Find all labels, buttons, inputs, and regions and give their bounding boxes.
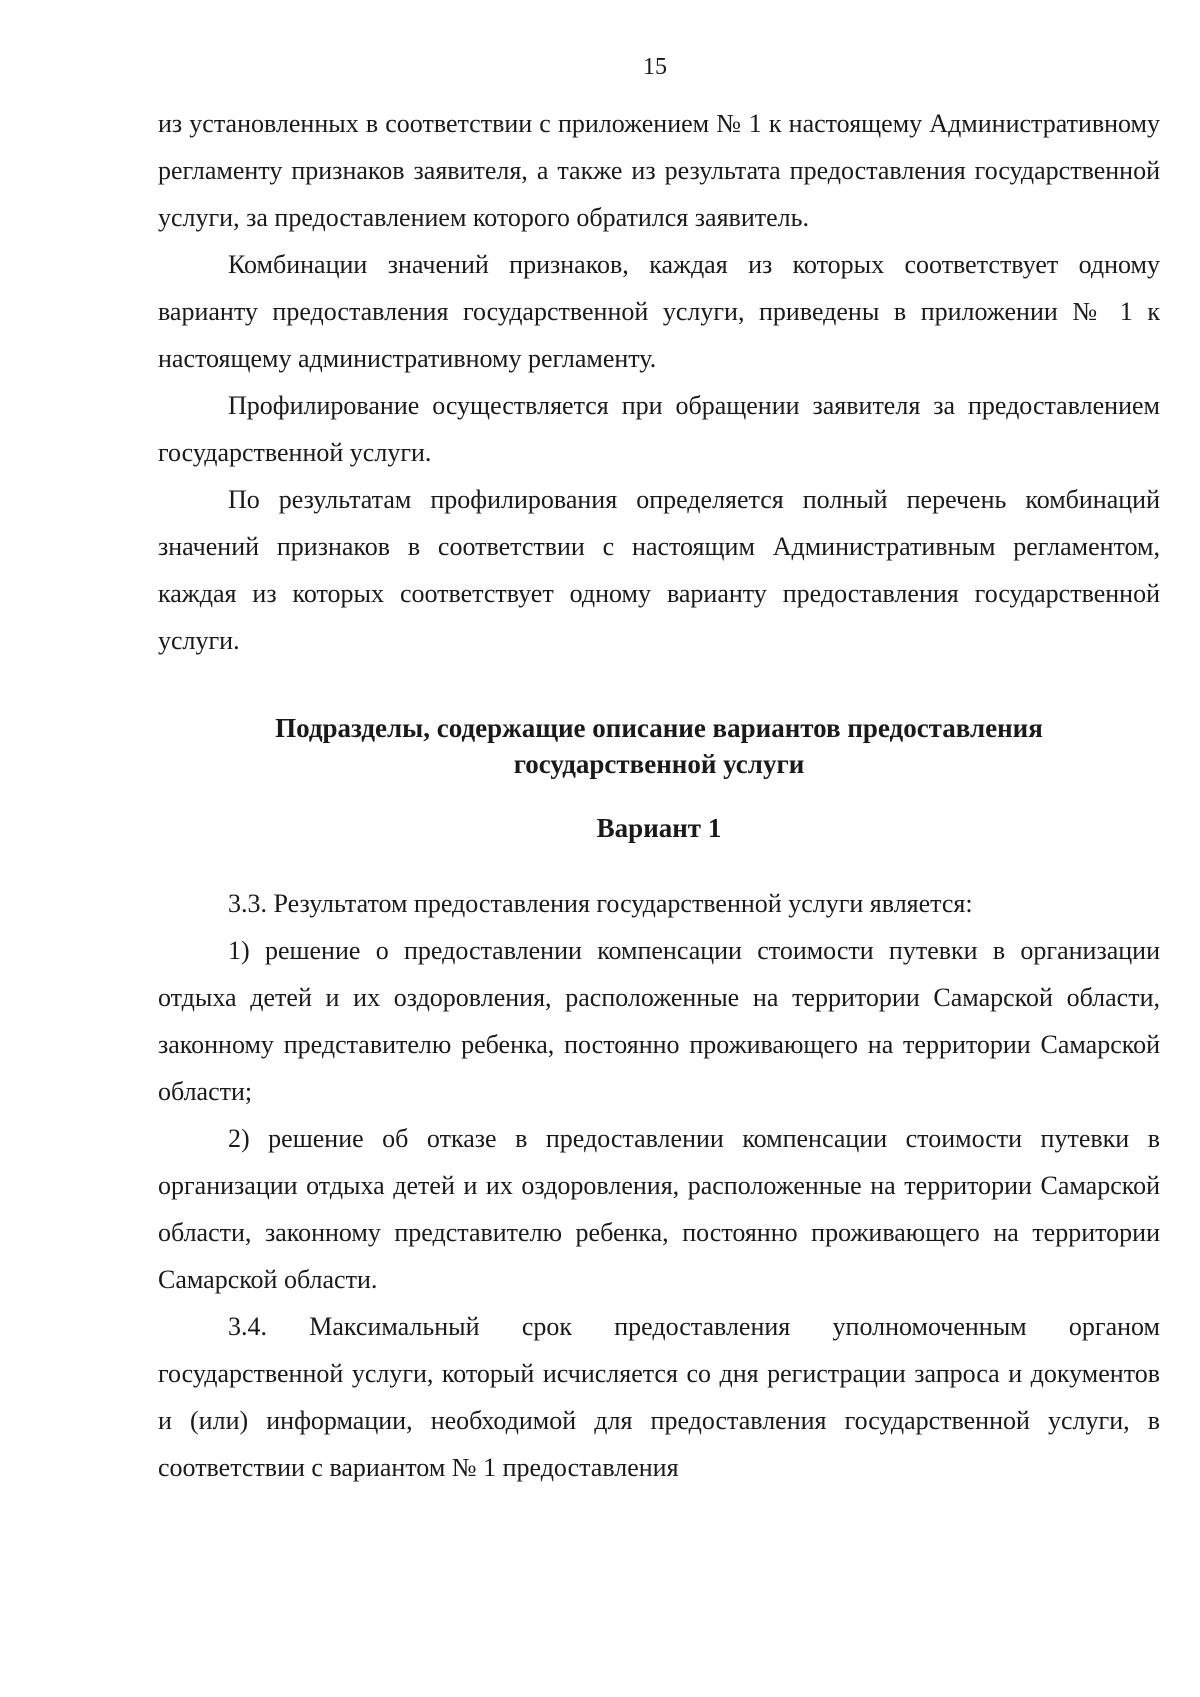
paragraph-combinations: Комбинации значений признаков, каждая из которых соответствует одному варианту предоставления государственной услуги, приведены в приложении № 1 к настоящему административному регламенту. (158, 250, 1160, 373)
page-number: 15 (643, 54, 667, 80)
list-item-2: 2) решение об отказе в предоставлении компенсации стоимости путевки в организации отдыха детей и их оздоровления, расположенные на территории Самарской области, законному представителю ребенка, постоянно проживающего на территории Самарской области. (158, 1124, 1160, 1294)
document-body (158, 100, 1160, 1491)
paragraph-continuation: из установленных в соответствии с приложением № 1 к настоящему Административному регламенту признаков заявителя, а также из результата предоставления государственной услуги, за предоставлением которого обратился заявитель. (158, 109, 1160, 232)
list-item-1: 1) решение о предоставлении компенсации стоимости путевки в организации отдыха детей и их оздоровления, расположенные на территории Самарской области, законному представителю ребенка, постоянно проживающего на территории Самарской области; (158, 936, 1160, 1106)
paragraph-profiling-results: По результатам профилирования определяется полный перечень комбинаций значений признаков в соответствии с настоящим Административным регламентом, каждая из которых соответствует одному варианту предоставления государственной услуги. (158, 485, 1160, 655)
paragraph-3-4: 3.4. Максимальный срок предоставления уполномоченным органом государственной услуги, который исчисляется со дня регистрации запроса и документов и (или) информации, необходимой для предоставления государственной услуги, в соответствии с вариантом № 1 предоставления (158, 1312, 1160, 1482)
paragraph-3-3: 3.3. Результатом предоставления государственной услуги является: (228, 889, 973, 918)
paragraph-profiling: Профилирование осуществляется при обращении заявителя за предоставлением государственной услуги. (158, 391, 1160, 467)
section-heading-line-2: государственной услуги (513, 749, 805, 779)
section-heading (158, 710, 1160, 782)
variant-heading: Вариант 1 (596, 813, 722, 843)
section-heading-line-1: Подразделы, содержащие описание вариантов предоставления (275, 713, 1043, 743)
